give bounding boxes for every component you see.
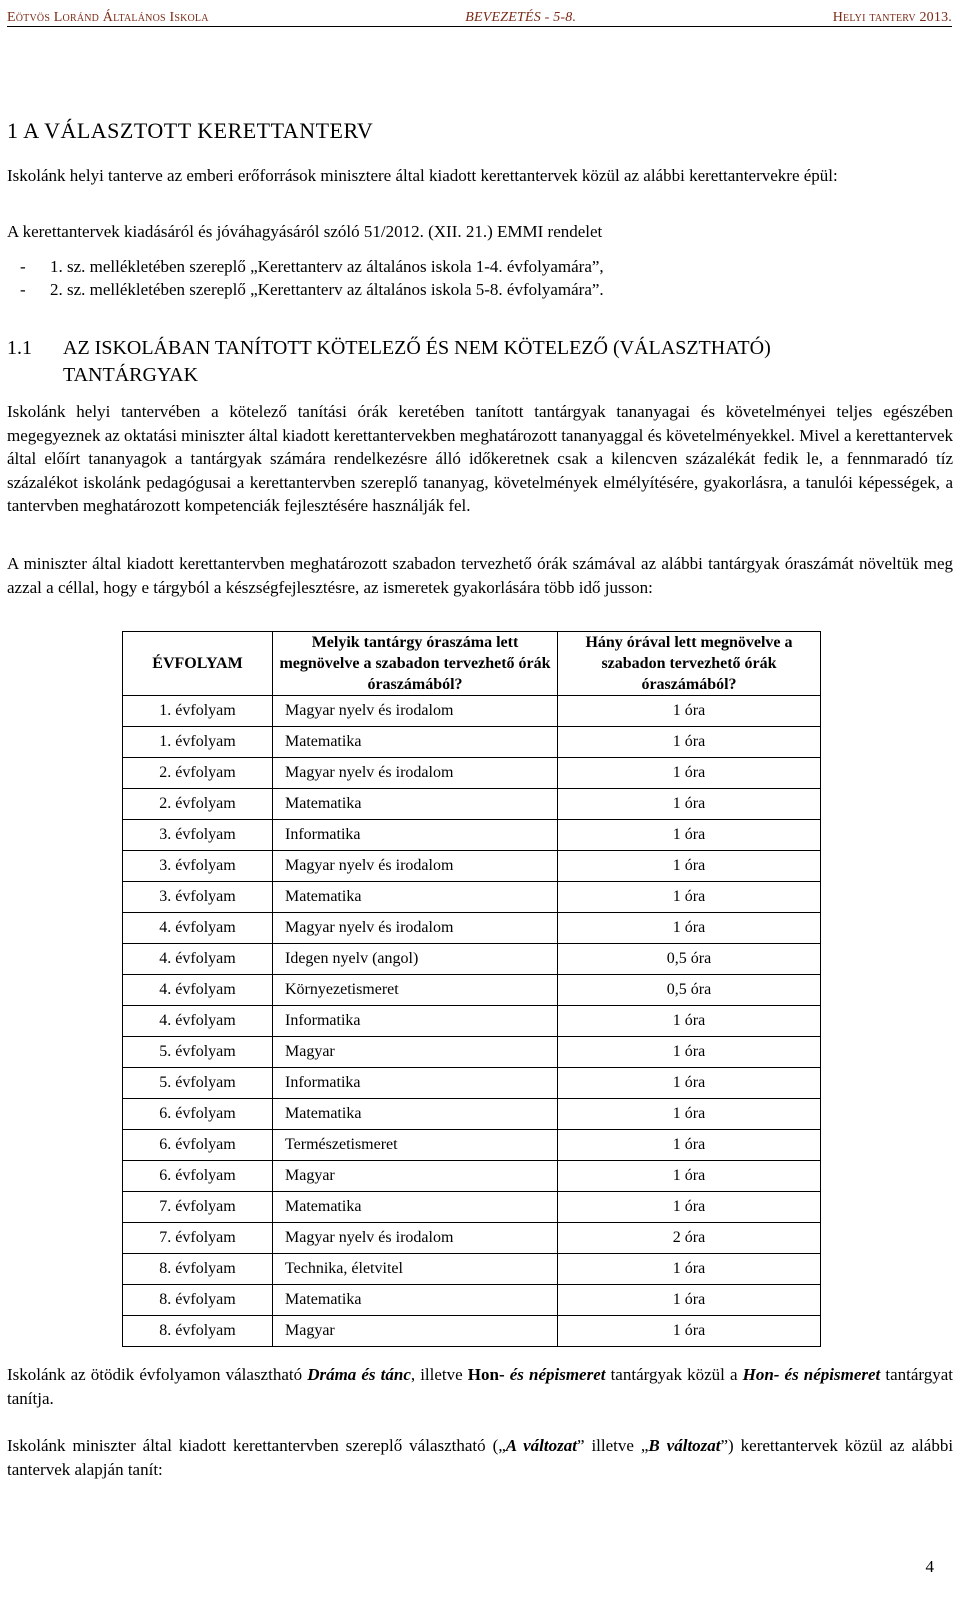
header-hours: Hány órával lett megnövelve a szabadon tervezhető órák óraszámából?: [558, 632, 821, 696]
cell-subject: Informatika: [273, 1068, 558, 1099]
cell-grade: 4. évfolyam: [123, 944, 273, 975]
table-row: [123, 1192, 821, 1223]
cell-subject: Magyar nyelv és irodalom: [273, 913, 558, 944]
cell-grade: 7. évfolyam: [123, 1223, 273, 1254]
page-number: 4: [925, 1557, 934, 1576]
table-row: [123, 820, 821, 851]
cell-subject: Matematika: [273, 1099, 558, 1130]
section-title-line2: TANTÁRGYAK: [63, 364, 199, 386]
cell-grade: 6. évfolyam: [123, 1161, 273, 1192]
cell-grade: 3. évfolyam: [123, 851, 273, 882]
table-row: [123, 1223, 821, 1254]
cell-grade: 3. évfolyam: [123, 820, 273, 851]
cell-hours: 1 óra: [558, 820, 821, 851]
cell-subject: Magyar nyelv és irodalom: [273, 758, 558, 789]
cell-grade: 8. évfolyam: [123, 1285, 273, 1316]
section-heading-1-1: [7, 335, 953, 389]
cell-hours: 1 óra: [558, 1068, 821, 1099]
cell-hours: 1 óra: [558, 789, 821, 820]
table-row: [123, 1316, 821, 1347]
cell-subject: Környezetismeret: [273, 975, 558, 1006]
table-row: [123, 944, 821, 975]
section-title-line1: AZ ISKOLÁBAN TANÍTOTT KÖTELEZŐ ÉS NEM KÖTELEZŐ (VÁLASZTHATÓ): [63, 337, 771, 359]
cell-subject: Magyar: [273, 1161, 558, 1192]
cell-grade: 3. évfolyam: [123, 882, 273, 913]
extra-hours-table: [122, 631, 821, 1347]
cell-hours: 1 óra: [558, 1099, 821, 1130]
header-section: BEVEZETÉS - 5-8.: [465, 10, 577, 25]
table-row: [123, 1285, 821, 1316]
cell-subject: Matematika: [273, 727, 558, 758]
cell-subject: Magyar nyelv és irodalom: [273, 851, 558, 882]
cell-subject: Technika, életvitel: [273, 1254, 558, 1285]
cell-grade: 8. évfolyam: [123, 1254, 273, 1285]
running-header: [7, 4, 952, 27]
table-row: [123, 758, 821, 789]
cell-hours: 1 óra: [558, 1037, 821, 1068]
cell-grade: 6. évfolyam: [123, 1130, 273, 1161]
header-subject: Melyik tantárgy óraszáma lett megnövelve a szabadon tervezhető órák óraszámából?: [273, 632, 558, 696]
header-school-name: Eötvös Loránd Általános Iskola: [7, 10, 209, 25]
cell-hours: 1 óra: [558, 1316, 821, 1347]
list-item: - 2. sz. mellékletében szereplő „Kerettanterv az általános iskola 5-8. évfolyamára”.: [20, 280, 604, 299]
cell-hours: 0,5 óra: [558, 944, 821, 975]
closing-paragraph-2: Iskolánk miniszter által kiadott kerettantervben szereplő választható („A változat” illetve „B változat”) kerettantervek közül az alábbi tantervek alapján tanít:: [7, 1436, 954, 1479]
cell-subject: Idegen nyelv (angol): [273, 944, 558, 975]
cell-subject: Magyar nyelv és irodalom: [273, 696, 558, 727]
cell-hours: 1 óra: [558, 851, 821, 882]
cell-hours: 1 óra: [558, 1192, 821, 1223]
cell-hours: 1 óra: [558, 1161, 821, 1192]
cell-grade: 4. évfolyam: [123, 913, 273, 944]
cell-subject: Matematika: [273, 1285, 558, 1316]
section-heading-1: 1 A VÁLASZTOTT KERETTANTERV: [7, 118, 374, 143]
cell-grade: 2. évfolyam: [123, 789, 273, 820]
cell-grade: 8. évfolyam: [123, 1316, 273, 1347]
list-item-text: 2. sz. mellékletében szereplő „Kerettanterv az általános iskola 5-8. évfolyamára”.: [50, 280, 604, 299]
table-row: [123, 727, 821, 758]
cell-grade: 2. évfolyam: [123, 758, 273, 789]
cell-grade: 4. évfolyam: [123, 1006, 273, 1037]
list-item: - 1. sz. mellékletében szereplő „Kerettanterv az általános iskola 1-4. évfolyamára”,: [20, 257, 604, 276]
table-header-row: [123, 632, 821, 696]
list-item-text: 1. sz. mellékletében szereplő „Kerettanterv az általános iskola 1-4. évfolyamára”,: [50, 257, 604, 276]
cell-subject: Magyar nyelv és irodalom: [273, 1223, 558, 1254]
cell-subject: Magyar: [273, 1316, 558, 1347]
table-row: [123, 1099, 821, 1130]
cell-hours: 1 óra: [558, 727, 821, 758]
cell-subject: Matematika: [273, 882, 558, 913]
cell-hours: 1 óra: [558, 696, 821, 727]
intro-paragraph: Iskolánk helyi tanterve az emberi erőforrások minisztere által kiadott kerettantervek közül az alábbi kerettantervekre épül:: [7, 166, 838, 185]
cell-grade: 1. évfolyam: [123, 727, 273, 758]
cell-hours: 1 óra: [558, 1254, 821, 1285]
cell-subject: Magyar: [273, 1037, 558, 1068]
table-row: [123, 975, 821, 1006]
body-paragraph-1: Iskolánk helyi tantervében a kötelező tanítási órák keretében tanított tantárgyak tananyagai és követelményei teljes egészében megegyeznek az oktatási miniszter által kiadott kerettantervekben meghatározott tananyaggal és követelményekkel. Mivel a kerettantervek által előírt tananyagok a tantárgyak számára rendelkezésre álló időkeretnek csak a kilencven százalékát fedik le, a fennmaradó tíz százalékot iskolánk pedagógusai a kerettantervben szereplő tananyag, követelmények elmélyítésére, gyakorlásra, a tanulói képességek, a tantervben meghatározott kompetenciák fejlesztésére használják fel.: [7, 402, 953, 515]
cell-hours: 0,5 óra: [558, 975, 821, 1006]
cell-subject: Természetismeret: [273, 1130, 558, 1161]
cell-hours: 1 óra: [558, 758, 821, 789]
cell-hours: 1 óra: [558, 1130, 821, 1161]
decree-paragraph: A kerettantervek kiadásáról és jóváhagyásáról szóló 51/2012. (XII. 21.) EMMI rendelet: [7, 222, 603, 241]
cell-grade: 6. évfolyam: [123, 1099, 273, 1130]
header-doc-title: Helyi tanterv 2013.: [832, 10, 952, 25]
cell-grade: 1. évfolyam: [123, 696, 273, 727]
table-row: [123, 1161, 821, 1192]
section-number: 1.1: [7, 337, 32, 359]
header-grade: ÉVFOLYAM: [123, 632, 273, 696]
cell-subject: Informatika: [273, 820, 558, 851]
closing-paragraph-1: Iskolánk az ötödik évfolyamon választható Dráma és tánc, illetve Hon- és népismeret tantárgyak közül a Hon- és népismeret tantárgyat tanítja.: [7, 1365, 954, 1408]
cell-hours: 1 óra: [558, 1285, 821, 1316]
table-row: [123, 1254, 821, 1285]
cell-grade: 4. évfolyam: [123, 975, 273, 1006]
cell-hours: 1 óra: [558, 913, 821, 944]
cell-hours: 2 óra: [558, 1223, 821, 1254]
cell-subject: Matematika: [273, 789, 558, 820]
cell-grade: 5. évfolyam: [123, 1068, 273, 1099]
table-row: [123, 882, 821, 913]
cell-hours: 1 óra: [558, 1006, 821, 1037]
table-row: [123, 789, 821, 820]
body-paragraph-2: A miniszter által kiadott kerettantervben meghatározott szabadon tervezhető órák számával az alábbi tantárgyak óraszámát növeltük meg azzal a céllal, hogy e tárgyból a készségfejlesztésre, az ismeretek gyakorlására több idő jusson:: [7, 554, 953, 597]
cell-hours: 1 óra: [558, 882, 821, 913]
table-row: [123, 1068, 821, 1099]
table-row: [123, 1130, 821, 1161]
cell-grade: 7. évfolyam: [123, 1192, 273, 1223]
table-row: [123, 913, 821, 944]
table-row: [123, 1006, 821, 1037]
cell-grade: 5. évfolyam: [123, 1037, 273, 1068]
table-row: [123, 851, 821, 882]
cell-subject: Informatika: [273, 1006, 558, 1037]
cell-subject: Matematika: [273, 1192, 558, 1223]
table-row: [123, 696, 821, 727]
table-row: [123, 1037, 821, 1068]
table-body: [123, 696, 821, 1347]
